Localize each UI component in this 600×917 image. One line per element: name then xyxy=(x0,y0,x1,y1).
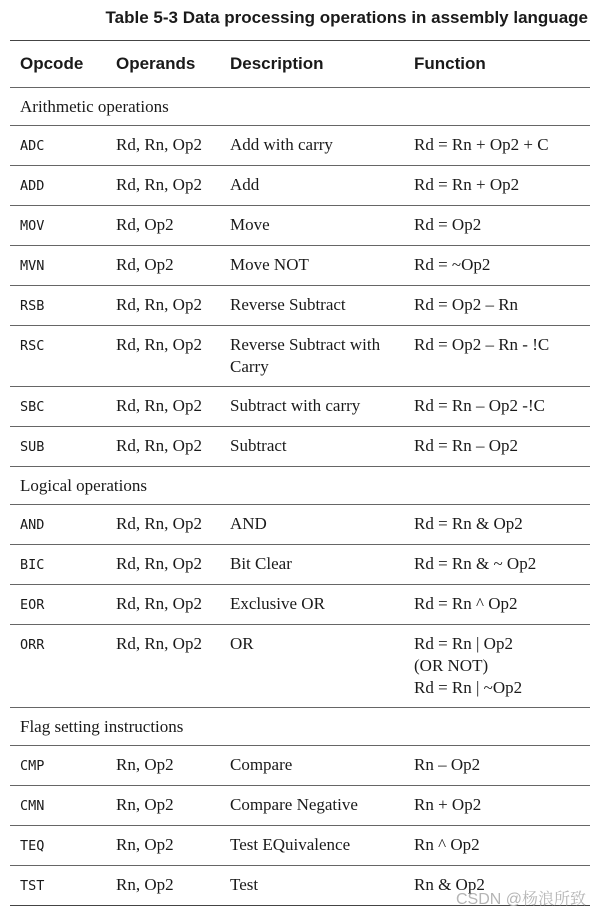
header-operands: Operands xyxy=(106,41,220,88)
function-cell xyxy=(404,826,590,866)
table-row xyxy=(10,746,590,786)
description-line: Add xyxy=(230,175,260,194)
description-line: Subtract with carry xyxy=(230,396,361,415)
opcode-cell: RSC xyxy=(10,326,106,387)
function-line: Rd = Rn – Op2 -!C xyxy=(414,396,545,415)
function-line: Rd = Rn & ~ Op2 xyxy=(414,554,537,573)
table-row xyxy=(10,166,590,206)
function-cell xyxy=(404,427,590,467)
description-cell xyxy=(220,427,404,467)
function-line: Rn + Op2 xyxy=(414,795,482,814)
function-cell xyxy=(404,126,590,166)
function-line: Rd = Rn ^ Op2 xyxy=(414,594,518,613)
function-line: Rn & Op2 xyxy=(414,875,485,894)
operands-cell: Rd, Rn, Op2 xyxy=(106,326,220,387)
function-cell xyxy=(404,545,590,585)
description-line: Compare Negative xyxy=(230,795,358,814)
description-line: Bit Clear xyxy=(230,554,292,573)
opcode-cell: MVN xyxy=(10,246,106,286)
table-row xyxy=(10,786,590,826)
description-cell xyxy=(220,625,404,708)
table-row xyxy=(10,826,590,866)
header-opcode: Opcode xyxy=(10,41,106,88)
operands-cell: Rd, Rn, Op2 xyxy=(106,625,220,708)
function-cell xyxy=(404,786,590,826)
description-line: Reverse Subtract xyxy=(230,295,346,314)
function-line: Rd = Rn + Op2 + C xyxy=(414,135,549,154)
function-cell xyxy=(404,166,590,206)
description-line: Move xyxy=(230,215,270,234)
description-cell xyxy=(220,786,404,826)
table-row xyxy=(10,326,590,387)
description-cell xyxy=(220,246,404,286)
function-cell xyxy=(404,246,590,286)
function-line: Rd = Op2 xyxy=(414,215,482,234)
description-line: Add with carry xyxy=(230,135,333,154)
opcode-cell: CMP xyxy=(10,746,106,786)
function-line: Rn ^ Op2 xyxy=(414,835,480,854)
opcode-cell: SUB xyxy=(10,427,106,467)
function-line: (OR NOT) xyxy=(414,656,489,675)
operands-cell: Rd, Rn, Op2 xyxy=(106,585,220,625)
description-line: Move NOT xyxy=(230,255,309,274)
opcode-cell: BIC xyxy=(10,545,106,585)
table-row xyxy=(10,206,590,246)
header-description: Description xyxy=(220,41,404,88)
operands-cell: Rd, Op2 xyxy=(106,246,220,286)
table-row xyxy=(10,126,590,166)
function-line: Rn – Op2 xyxy=(414,755,481,774)
function-cell xyxy=(404,286,590,326)
section-label: Flag setting instructions xyxy=(10,708,590,746)
opcode-cell: RSB xyxy=(10,286,106,326)
description-cell xyxy=(220,545,404,585)
function-line: Rd = Rn – Op2 xyxy=(414,436,519,455)
description-line: Subtract xyxy=(230,436,287,455)
operands-cell: Rn, Op2 xyxy=(106,826,220,866)
function-line: Rd = Op2 – Rn xyxy=(414,295,519,314)
opcode-cell: ADC xyxy=(10,126,106,166)
description-cell xyxy=(220,326,404,387)
watermark: CSDN @杨浪所致 xyxy=(455,891,586,908)
table-body xyxy=(10,88,590,906)
function-line: Rd = Rn & Op2 xyxy=(414,514,523,533)
description-cell xyxy=(220,505,404,545)
section-row xyxy=(10,467,590,505)
function-line: Rd = Rn + Op2 xyxy=(414,175,520,194)
function-line: Rd = Rn | ~Op2 xyxy=(414,678,523,697)
opcode-cell: AND xyxy=(10,505,106,545)
description-line: Test xyxy=(230,875,259,894)
section-row xyxy=(10,708,590,746)
function-cell xyxy=(404,505,590,545)
function-cell xyxy=(404,746,590,786)
section-row xyxy=(10,88,590,126)
section-label: Logical operations xyxy=(10,467,590,505)
opcode-cell: CMN xyxy=(10,786,106,826)
table-row xyxy=(10,387,590,427)
section-label: Arithmetic operations xyxy=(10,88,590,126)
operands-cell: Rn, Op2 xyxy=(106,746,220,786)
description-cell xyxy=(220,585,404,625)
function-cell xyxy=(404,625,590,708)
operands-cell: Rd, Rn, Op2 xyxy=(106,126,220,166)
operands-cell: Rn, Op2 xyxy=(106,866,220,906)
description-line: OR xyxy=(230,634,254,653)
opcode-cell: ORR xyxy=(10,625,106,708)
description-cell xyxy=(220,126,404,166)
opcode-cell: TST xyxy=(10,866,106,906)
description-line: Compare xyxy=(230,755,293,774)
table-row xyxy=(10,505,590,545)
description-cell xyxy=(220,826,404,866)
data-processing-table xyxy=(10,40,590,906)
opcode-cell: MOV xyxy=(10,206,106,246)
description-line: Reverse Subtract with xyxy=(230,335,381,354)
description-line: Test EQuivalence xyxy=(230,835,351,854)
table-row xyxy=(10,625,590,708)
operands-cell: Rd, Rn, Op2 xyxy=(106,387,220,427)
operands-cell: Rd, Op2 xyxy=(106,206,220,246)
opcode-cell: ADD xyxy=(10,166,106,206)
table-row xyxy=(10,427,590,467)
description-cell xyxy=(220,746,404,786)
operands-cell: Rd, Rn, Op2 xyxy=(106,427,220,467)
description-cell xyxy=(220,206,404,246)
operands-cell: Rd, Rn, Op2 xyxy=(106,166,220,206)
opcode-cell: TEQ xyxy=(10,826,106,866)
operands-cell: Rd, Rn, Op2 xyxy=(106,545,220,585)
description-line: Exclusive OR xyxy=(230,594,325,613)
description-cell xyxy=(220,166,404,206)
table-row xyxy=(10,545,590,585)
header-row xyxy=(10,41,590,88)
description-cell xyxy=(220,866,404,906)
function-cell xyxy=(404,387,590,427)
table-row xyxy=(10,286,590,326)
table-title: Table 5-3 Data processing operations in assembly language xyxy=(105,8,588,27)
description-line: Carry xyxy=(230,357,269,376)
opcode-cell: SBC xyxy=(10,387,106,427)
function-line: Rd = Op2 – Rn - !C xyxy=(414,335,550,354)
operands-cell: Rd, Rn, Op2 xyxy=(106,505,220,545)
operands-cell: Rn, Op2 xyxy=(106,786,220,826)
description-cell xyxy=(220,286,404,326)
function-cell xyxy=(404,326,590,387)
operands-cell: Rd, Rn, Op2 xyxy=(106,286,220,326)
table-row xyxy=(10,246,590,286)
function-line: Rd = Rn | Op2 xyxy=(414,634,513,653)
description-cell xyxy=(220,387,404,427)
header-function: Function xyxy=(404,41,590,88)
function-cell xyxy=(404,585,590,625)
table-row xyxy=(10,585,590,625)
description-line: AND xyxy=(230,514,267,533)
opcode-cell: EOR xyxy=(10,585,106,625)
function-line: Rd = ~Op2 xyxy=(414,255,491,274)
function-cell xyxy=(404,206,590,246)
